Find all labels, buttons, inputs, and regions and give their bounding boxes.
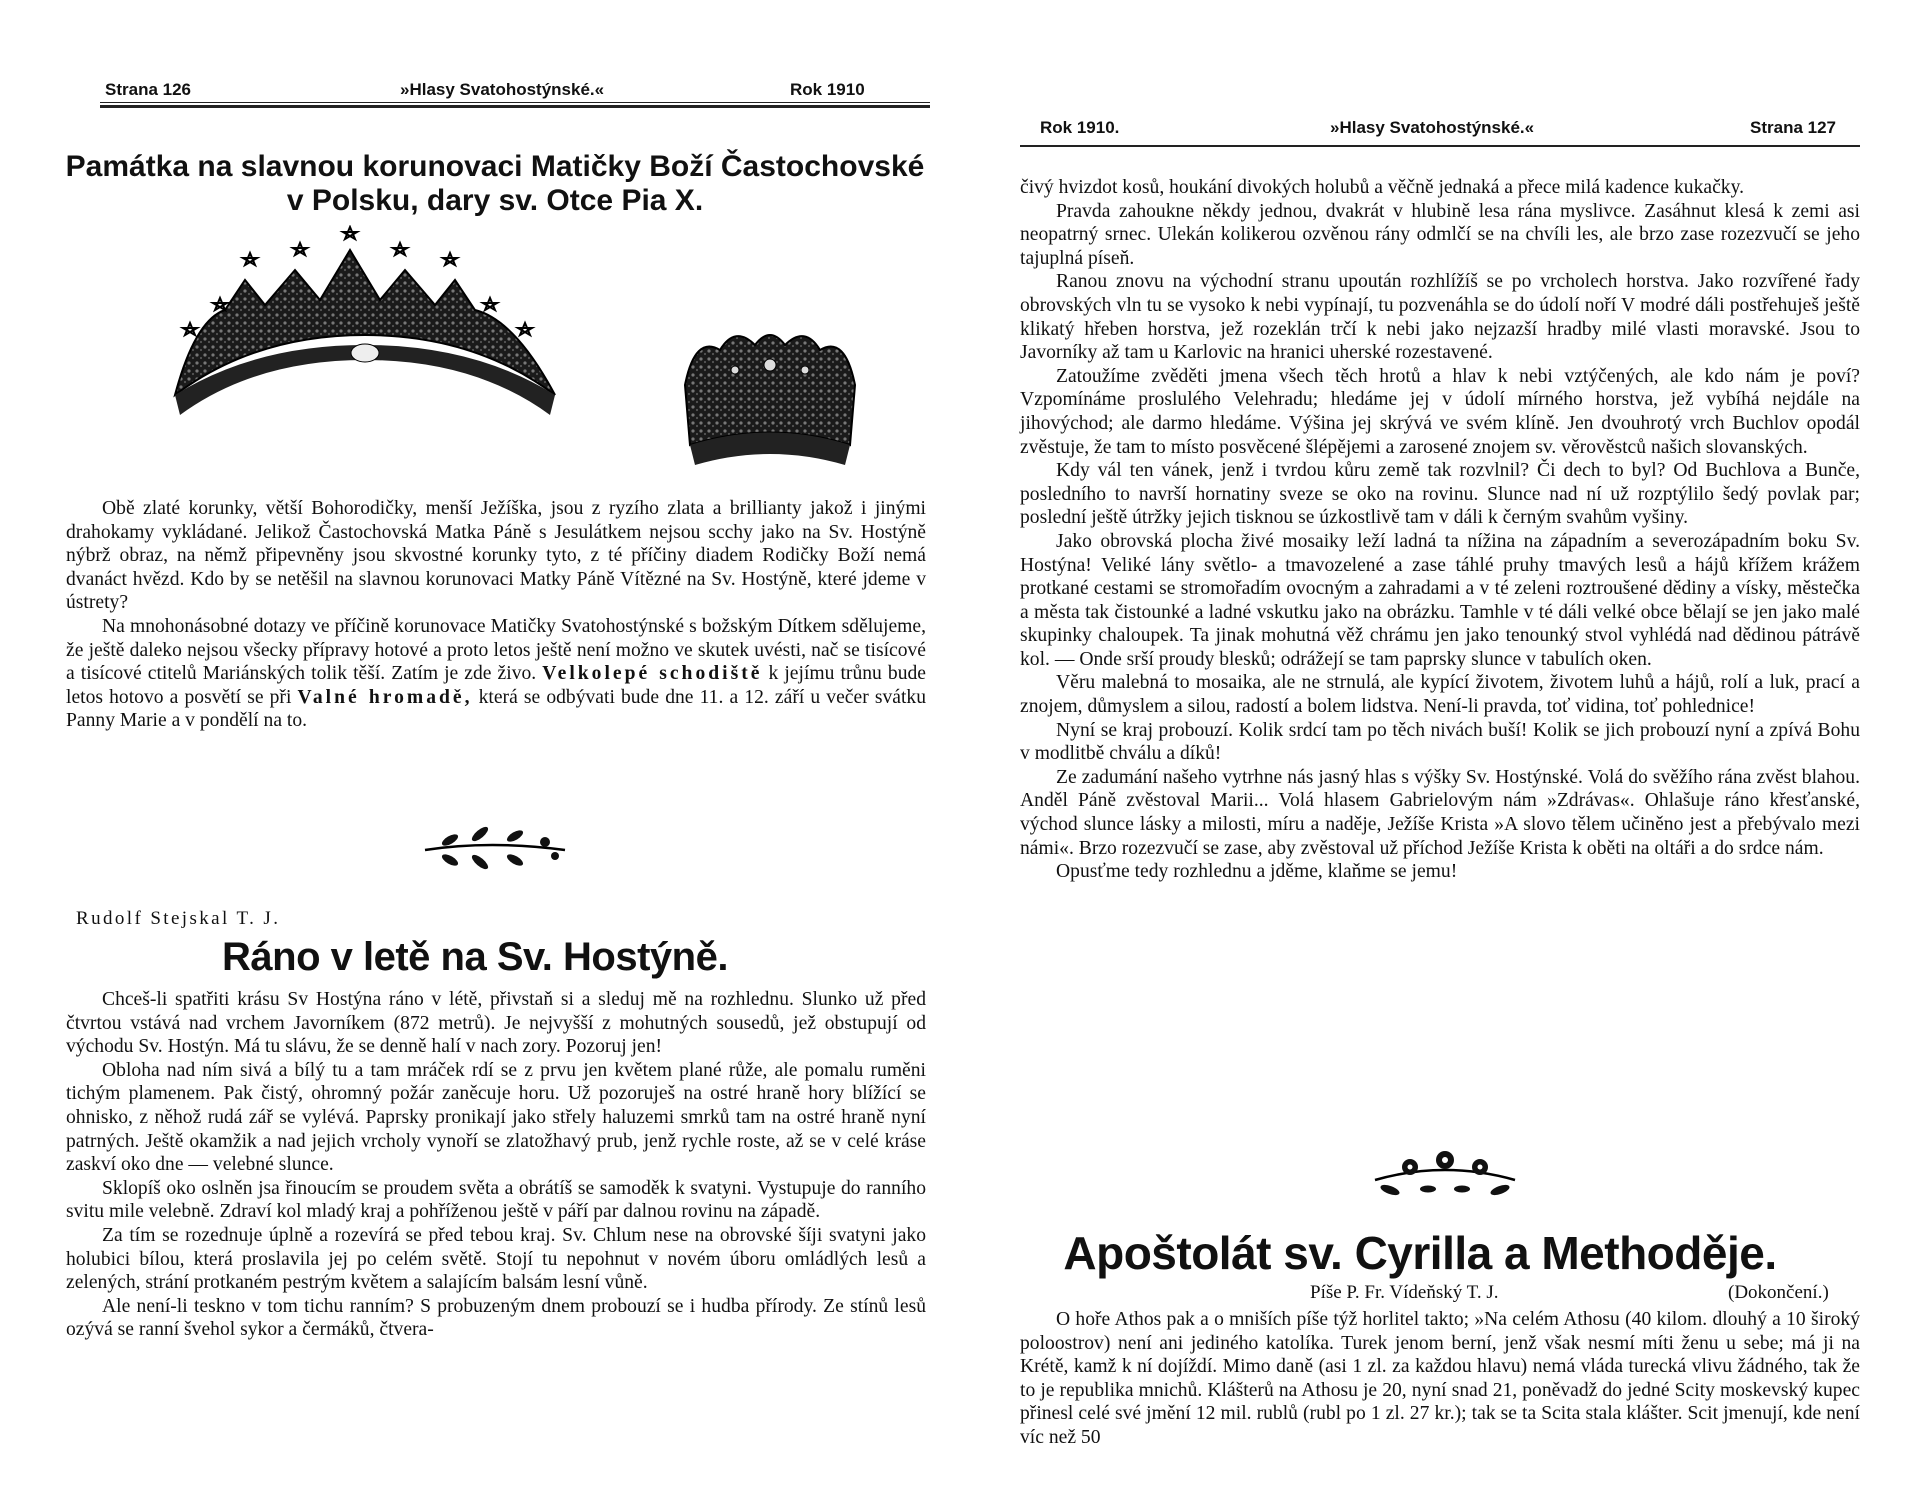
running-header: [1000, 118, 1860, 146]
paragraph: Kdy vál ten vánek, jenž i tvrdou kůru země tak rozvlnil? Či dech to byl? Od Buchlova a Bunče, posledního to navrší hornatiny sveze se oko na rovinu. Slunce nad ní už rozptýlilo šedý povlak par; poslední ještě útržky jejich tisknou se úzkostlivě tam v dáli k černým svahům vyšiny.: [1020, 460, 1860, 529]
emphasis-text: Velkolepé schodiště: [542, 663, 763, 685]
year-label: Rok 1910.: [1040, 118, 1120, 137]
emphasis-text: Valné hromadě,: [297, 686, 473, 708]
crown-large-illustration: [155, 225, 575, 450]
paragraph: Ale není-li tesknο v tom tichu ranním? S probuzeným dnem probouzí se i hudba přírody. Ze stínů lesů ozývá se ranní švehol sykor a čermáků, čtvera-: [66, 1295, 926, 1341]
paragraph: Věru malebná to mosaika, ale ne strnulá, ale kypící životem, životem luhů a hájů, rolí a luk, prací a znojem, důmyslem a silou, radostí a bolem lidstva. Není-li pravda, toť vidina, toť pohlednice!: [1020, 672, 1860, 718]
floral-vignette: [1370, 1145, 1520, 1205]
crown-small-illustration: [675, 325, 865, 470]
header-rule: [1020, 145, 1860, 147]
paragraph: Za tím se rozednuje úplně a rozevírá se před tebou kraj. Sv. Chlum nese na obrovské šíji svatyni jako holubici bílou, která proslavila jej po celém světě. Stojí tu nepohnut v novém úboru omládlých lesů a zelených, strání protkaném pestrým květem a salajícím balsám lesní vůně.: [66, 1224, 926, 1294]
article-body: [66, 497, 926, 733]
paragraph: Chceš-li spatřiti krásu Sv Hostýna ráno v létě, přivstaň si a sleduj mě na rozhlednu. Slunko už před čtvrtou vstává nad vrchem Javorníkem (872 metrů). Je nejvyšší z mohutných sousedů, jež obstupují od východu Sv. Hostýn. Má tu slávu, že se denně halí v nach zory. Pozoruj jen!: [66, 989, 926, 1058]
paragraph: Obloha nad ním sivá a bílý tu a tam mráček rdí se z prvu jen květem plané růže, ale pomalu ruměni tichým plamenem. Pak čistý, ohromný požár zaněcuje horu. Už pozoruješ na ostré hraně hory blížící se ohnisko, z něhož rudá zář se vylévá. Paprsky pronikají jako střely haluzemi smrků tam na ostré hraně nyní patrných. Ještě okamžik a nad jejich vrcholy vynoří se zlatožhavý prub, jenž rychle roste, až se v celé kráse zaskví oko dne — velebné slunce.: [66, 1059, 926, 1176]
journal-title: »Hlasy Svatohostýnské.«: [1330, 118, 1535, 137]
right-page: [1000, 0, 1860, 1501]
byline: Píše P. Fr. Vídeňský T. J.: [1310, 1282, 1499, 1303]
journal-title: »Hlasy Svatohostýnské.«: [400, 80, 605, 99]
paragraph: O hoře Athos pak a o mniších píše týž horlitel takto; »Na celém Athosu (40 kilom. dlouhý a 10 široký poloostrov) není ani jediného katolíka. Turek jenom berní, jenž však nesmí míti ženu u sebe; má ji na Krétě, kamž k ní dojíždí. Mimo daně (asi 1 zl. za každou hlavu) nemá vláda turecká vlivu žádného, tak že to je republika mnichů. Klášterů na Athosu je 20, nyní snad 21, poněvadž do jedné Scity moskevský kupec přinesl celé své jmění 12 mil. rublů (rubl po 1 zl. 27 kr.); tak se ta Scita stala klášter. Scit jmenují, kde není víc než 50: [1020, 1309, 1860, 1448]
article-title: Ráno v letě na Sv. Hostýně.: [222, 935, 728, 979]
year-label: Rok 1910: [790, 80, 865, 99]
paragraph: Pravda zahoukne někdy jednou, dvakrát v hlubině lesa rána myslivce. Zasáhnut klesá k zemi asi neopatrný srnec. Ulekán kolikerou ozvěnou rány odmlčí se na chvíli les, ale brzo zase rozezvučí se jeho tajuplná píseň.: [1020, 200, 1860, 269]
floral-vignette: [420, 820, 570, 875]
header-rule: [100, 102, 930, 108]
page-number: Strana 126: [105, 80, 191, 99]
paragraph: [66, 615, 926, 733]
text-run: Na mnohonásobné dotazy ve příčině korunovace Matičky Svatohostýnské s božským Dítkem sdělujeme, že ještě daleko nejsou všecky přípravy hotové a proto letos ještě není možno ve skutek uvésti, nač se tisícové a tisícové ctitelů Mariánských tolik těší. Zatím je zde živo.: [66, 615, 926, 685]
page-number: Strana 127: [1750, 118, 1836, 137]
article-title: [60, 150, 930, 218]
continuation-note: (Dokončení.): [1728, 1282, 1829, 1303]
text-run: která se odbývati bude dne 11. a 12. září u večer svátku Panny Marie a v pondělí na to.: [66, 686, 926, 732]
author-name: Rudolf Stejskal T. J.: [76, 908, 281, 929]
paragraph: Sklopíš oko oslněn jsa řinoucím se proudem světa a obrátíš se samoděk k svatyni. Vystupuje do ranního svitu mile velebně. Zdraví kol mladý kraj a pohříženou ještě v páří par dalnou rovinu na západě.: [66, 1177, 926, 1223]
paragraph: Opusťme tedy rozhlednu a jděme, klaňme se jemu!: [1056, 861, 1458, 883]
title-line: v Polsku, dary sv. Otce Pia X.: [286, 184, 704, 217]
title-line: Památka na slavnou korunovaci Matičky Boží Častochovské: [65, 150, 925, 183]
text-run: k jejímu trůnu bude letos hotovo a posvětí se při: [66, 663, 926, 708]
article-body: [1020, 1308, 1860, 1450]
paragraph: čivý hvizdot kosů, houkání divokých holubů a věčně jednaká a přece milá kadence kukačky.: [1020, 177, 1744, 198]
left-page: [60, 0, 930, 1501]
article-body: [1020, 176, 1860, 884]
paragraph: Zatoužíme zvěděti jmena všech těch hrotů a hlav k nebi vztýčených, ale kdo nám je poví? Vzpomínáme proslulého Velehradu; hledáme jej v údolí mírného horstva, jež vybíhá nejdále na jihovýchod; ale darmo hledáme. Výšina jej skrývá ve svém klíně. Jen dvouhrotý vrch Buchlov opodál zvěstuje, že tam to místo posvěcené šlépějemi a zarosené znojem sv. věrověstců našich slovanských.: [1020, 365, 1860, 458]
paragraph: Jako obrovská plocha živé mosaiky leží ladná ta nížina na západním a severozápadním boku Sv. Hostýna! Veliké lány světlo- a tmavozelené a zase táhlé pruhy tmavých lesů a hájů křížem krážem protkané cestami se stromořadím ovocným a zahradami a v té zeleni roztroušené dědiny a vísky, městečka a města tak čistounké a ladné vskutku jako na obrázku. Tamhle v té dáli velké obce bělají se jen jako malé skupinky chaloupek. Ta jinak mohutná věž chrámu jen jako tenounký stvol vyhlédá nad dědinou pátrávě kol. — Onde srší proudy blesků; odrážejí se tam paprsky slunce v tabulích oken.: [1020, 530, 1860, 670]
paragraph: Obě zlaté korunky, větší Bohorodičky, menší Ježíška, jsou z ryzího zlata a brillianty jakož i jinými drahokamy vykládané. Jelikož Častochovská Matka Páně s Jesulátkem nejsou scchy jako na Sv. Hostýně nýbrž obraz, na němž připevněny jsou skvostné korunky tyto, z té příčiny diadem Rodičky Boží nemá dvanáct hvězd. Kdo by se netěšil na slavnou korunovaci Matky Páně Vítězné na Sv. Hostýně, které jdeme v ústrety?: [66, 498, 926, 614]
paragraph: Ranou znovu na východní stranu upoután rozhlížíš se po vrcholech horstva. Jako rozvířené řady obrovských vln tu se vysoko k nebi vypínají, tu pozvenáhla se do údolí noří V modré dáli postřehuješ ještě klikatý hřeben horstva, jež rozeklán trčí k nebi jako nejzazší hradby milé vlasti moravské. Jsou to Javorníky až tam u Karlovic na hranici uherské rozestavené.: [1020, 271, 1860, 364]
paragraph: Ze zadumání našeho vytrhne nás jasný hlas s výšky Sv. Hostýnské. Volá do svěžího rána zvěst blahou. Anděl Páně zvěstoval Marii... Volá hlasem Gabrielovým nám »Zdrávas«. Ohlašuje ráno křesťanské, východ slunce lásky a milosti, míru a naděje, Ježíše Krista »A slovo tělem učiněno jest a přebývalo mezi námi«. Brzo rozezvučí se zase, aby zvěstoval už příchod Ježíše Krista k oběti na oltáři a do srdce nám.: [1020, 766, 1860, 859]
article-body: [66, 988, 926, 1342]
paragraph: Nyní se kraj probouzí. Kolik srdcí tam po těch nivách buší! Kolik se jich probouzí nyní a zpívá Bohu v modlitbě chválu a díků!: [1020, 719, 1860, 765]
article-title: Apoštolát sv. Cyrilla a Methoděje.: [1063, 1227, 1777, 1279]
